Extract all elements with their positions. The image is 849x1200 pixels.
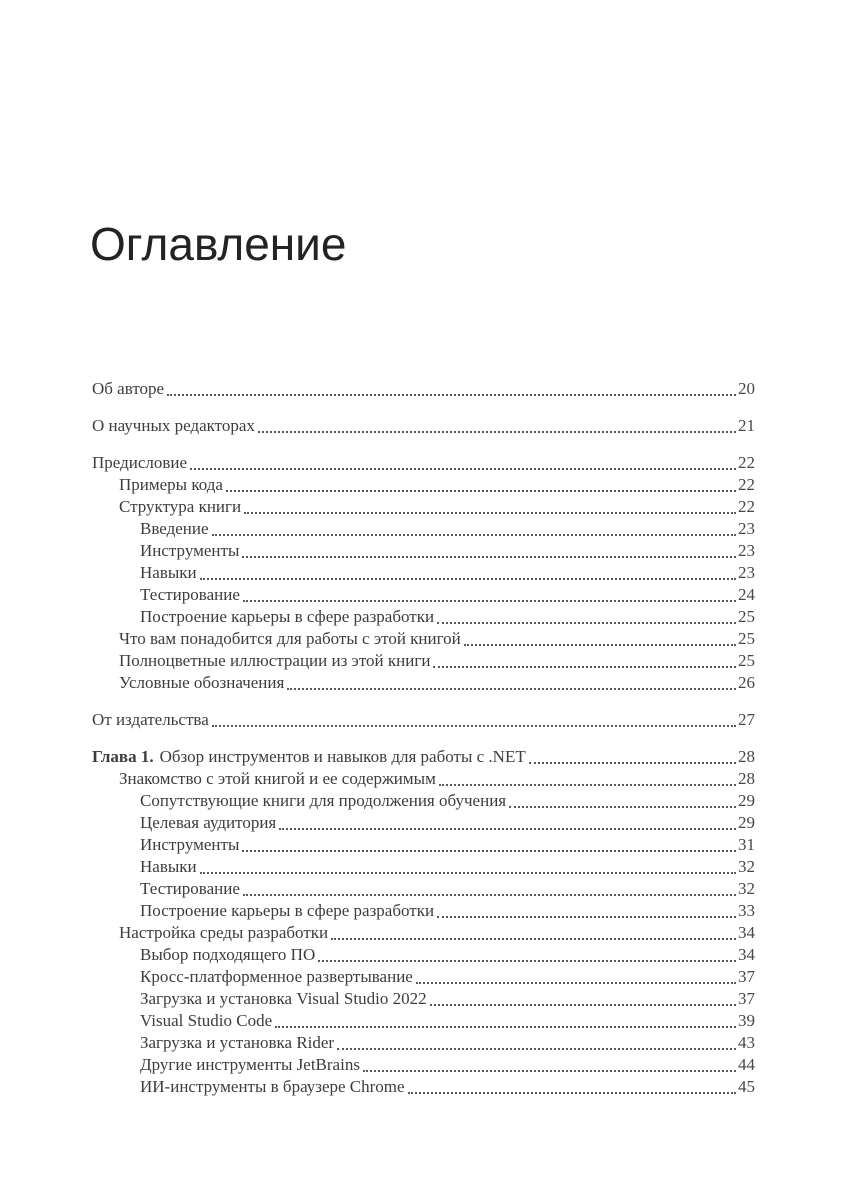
- dot-leader: [437, 606, 736, 624]
- page-number: 22: [738, 453, 755, 472]
- toc-entry-label: Загрузка и установка Visual Studio 2022: [140, 989, 427, 1008]
- dot-leader: [430, 988, 736, 1006]
- page-number: 43: [738, 1033, 755, 1052]
- toc-entry: [92, 540, 755, 562]
- toc-entry: [92, 812, 755, 834]
- toc-entry: [92, 606, 755, 628]
- page-title: Оглавление: [90, 218, 347, 270]
- toc-entry-text: [119, 650, 430, 672]
- dot-leader: [439, 768, 736, 786]
- toc-entry-text: [92, 378, 164, 400]
- toc-entry-text: [119, 496, 241, 518]
- toc-entry: [92, 378, 755, 400]
- page-number: 28: [738, 769, 755, 788]
- toc-entry-text: [140, 518, 209, 540]
- dot-leader: [318, 944, 736, 962]
- toc-entry: [92, 709, 755, 731]
- toc-entry-label: Знакомство с этой книгой и ее содержимым: [119, 769, 436, 788]
- toc-entry-text: [92, 746, 526, 768]
- toc-entry-label: Сопутствующие книги для продолжения обучения: [140, 791, 507, 810]
- page-number: 34: [738, 945, 755, 964]
- page-number: 39: [738, 1011, 755, 1030]
- page-number: 24: [738, 585, 755, 604]
- page-number: 23: [738, 519, 755, 538]
- toc-entry-text: [140, 1076, 405, 1098]
- toc-entry: [92, 768, 755, 790]
- toc-entry-label: Полноцветные иллюстрации из этой книги: [119, 651, 431, 670]
- dot-leader: [509, 790, 736, 808]
- dot-leader: [212, 518, 736, 536]
- toc-list: [92, 378, 755, 1098]
- page-number: 22: [738, 497, 755, 516]
- dot-leader: [408, 1076, 736, 1094]
- toc-entry: [92, 900, 755, 922]
- dot-leader: [416, 966, 736, 984]
- dot-leader: [167, 378, 736, 396]
- dot-leader: [242, 540, 736, 558]
- toc-entry: [92, 988, 755, 1010]
- toc-entry-text: [140, 790, 506, 812]
- dot-leader: [242, 834, 736, 852]
- toc-entry-label: Загрузка и установка Rider: [140, 1033, 335, 1052]
- toc-entry-text: [140, 1054, 360, 1076]
- toc-entry-text: [140, 1010, 272, 1032]
- toc-entry: [92, 562, 755, 584]
- page-number: 23: [738, 563, 755, 582]
- toc-entry: [92, 452, 755, 474]
- toc-entry: [92, 1076, 755, 1098]
- dot-leader: [287, 672, 736, 690]
- dot-leader: [464, 628, 736, 646]
- toc-entry-text: [92, 415, 255, 437]
- toc-entry-text: [92, 709, 209, 731]
- toc-entry-label: Тестирование: [140, 879, 240, 898]
- page-number: 21: [738, 416, 755, 435]
- toc-entry: [92, 966, 755, 988]
- dot-leader: [279, 812, 736, 830]
- dot-leader: [337, 1032, 736, 1050]
- page-number: 45: [738, 1077, 755, 1096]
- dot-leader: [200, 856, 736, 874]
- toc-entry-label: Что вам понадобится для работы с этой книгой: [119, 629, 461, 648]
- toc-entry: [92, 584, 755, 606]
- toc-entry-label: Инструменты: [140, 835, 240, 854]
- toc-entry-label: Условные обозначения: [119, 673, 285, 692]
- page-number: 27: [738, 710, 755, 729]
- page-number: 22: [738, 475, 755, 494]
- toc-entry-label: О научных редакторах: [92, 416, 255, 435]
- toc-entry-text: [92, 452, 187, 474]
- toc-entry: [92, 856, 755, 878]
- toc-entry-label: Структура книги: [119, 497, 242, 516]
- page-number: 26: [738, 673, 755, 692]
- toc-entry-label: Введение: [140, 519, 209, 538]
- toc-entry-text: [119, 628, 461, 650]
- toc-entry-label: ИИ-инструменты в браузере Chrome: [140, 1077, 405, 1096]
- toc-entry: [92, 1032, 755, 1054]
- toc-entry-text: [140, 966, 413, 988]
- toc-entry: [92, 922, 755, 944]
- page-number: 23: [738, 541, 755, 560]
- toc-entry: [92, 415, 755, 437]
- page-number: 20: [738, 379, 755, 398]
- toc-entry-text: [140, 900, 434, 922]
- toc-entry-text: [119, 474, 223, 496]
- page-number: 32: [738, 879, 755, 898]
- toc-entry-label: Примеры кода: [119, 475, 223, 494]
- toc-entry-label: Инструменты: [140, 541, 240, 560]
- dot-leader: [433, 650, 736, 668]
- toc-entry-text: [140, 856, 197, 878]
- toc-entry-text: [140, 812, 276, 834]
- page-number: 25: [738, 651, 755, 670]
- toc-entry-label: Навыки: [140, 563, 197, 582]
- page-number: 31: [738, 835, 755, 854]
- dot-leader: [529, 746, 736, 764]
- toc-entry-label: Другие инструменты JetBrains: [140, 1055, 360, 1074]
- toc-entry-text: [140, 584, 240, 606]
- toc-entry: [92, 474, 755, 496]
- toc-entry-label: Построение карьеры в сфере разработки: [140, 901, 435, 920]
- page-number: 37: [738, 989, 755, 1008]
- chapter-prefix: Глава 1.: [92, 747, 154, 766]
- page-number: 33: [738, 901, 755, 920]
- page-number: 25: [738, 629, 755, 648]
- toc-entry: [92, 1010, 755, 1032]
- page-number: 29: [738, 813, 755, 832]
- toc-entry-label: Обзор инструментов и навыков для работы с .NET: [159, 747, 526, 766]
- toc-entry-label: Целевая аудитория: [140, 813, 277, 832]
- toc-entry: [92, 834, 755, 856]
- toc-entry-text: [119, 768, 436, 790]
- toc-entry-label: Об авторе: [92, 379, 165, 398]
- toc-entry-label: Visual Studio Code: [140, 1011, 273, 1030]
- toc-entry-label: Кросс-платформенное развертывание: [140, 967, 413, 986]
- toc-entry-text: [140, 878, 240, 900]
- toc-entry-text: [140, 988, 427, 1010]
- toc-entry: [92, 878, 755, 900]
- toc-entry: [92, 628, 755, 650]
- dot-leader: [190, 452, 736, 470]
- dot-leader: [243, 584, 736, 602]
- toc-entry-label: От издательства: [92, 710, 209, 729]
- toc-entry-text: [119, 922, 328, 944]
- toc-entry-label: Тестирование: [140, 585, 240, 604]
- toc-entry-text: [140, 1032, 334, 1054]
- dot-leader: [363, 1054, 736, 1072]
- page-number: 37: [738, 967, 755, 986]
- dot-leader: [244, 496, 736, 514]
- page-number: 29: [738, 791, 755, 810]
- dot-leader: [275, 1010, 736, 1028]
- toc-entry-text: [140, 944, 315, 966]
- toc-entry: [92, 746, 755, 768]
- page-number: 34: [738, 923, 755, 942]
- dot-leader: [226, 474, 736, 492]
- page-number: 28: [738, 747, 755, 766]
- toc-entry-label: Построение карьеры в сфере разработки: [140, 607, 435, 626]
- dot-leader: [212, 709, 736, 727]
- toc-entry: [92, 1054, 755, 1076]
- page-number: 32: [738, 857, 755, 876]
- dot-leader: [243, 878, 736, 896]
- toc-entry: [92, 650, 755, 672]
- toc-entry-text: [140, 562, 197, 584]
- page-number: 25: [738, 607, 755, 626]
- toc-entry: [92, 496, 755, 518]
- dot-leader: [200, 562, 736, 580]
- dot-leader: [331, 922, 736, 940]
- page-number: 44: [738, 1055, 755, 1074]
- toc-entry-label: Выбор подходящего ПО: [140, 945, 316, 964]
- toc-entry-label: Настройка среды разработки: [119, 923, 329, 942]
- toc-entry: [92, 944, 755, 966]
- dot-leader: [258, 415, 736, 433]
- toc-entry-label: Предисловие: [92, 453, 188, 472]
- dot-leader: [437, 900, 736, 918]
- toc-entry-text: [140, 834, 239, 856]
- toc-entry: [92, 518, 755, 540]
- toc-entry-text: [140, 540, 239, 562]
- toc-entry-text: [119, 672, 284, 694]
- toc-entry: [92, 672, 755, 694]
- toc-entry: [92, 790, 755, 812]
- toc-entry-label: Навыки: [140, 857, 197, 876]
- toc-entry-text: [140, 606, 434, 628]
